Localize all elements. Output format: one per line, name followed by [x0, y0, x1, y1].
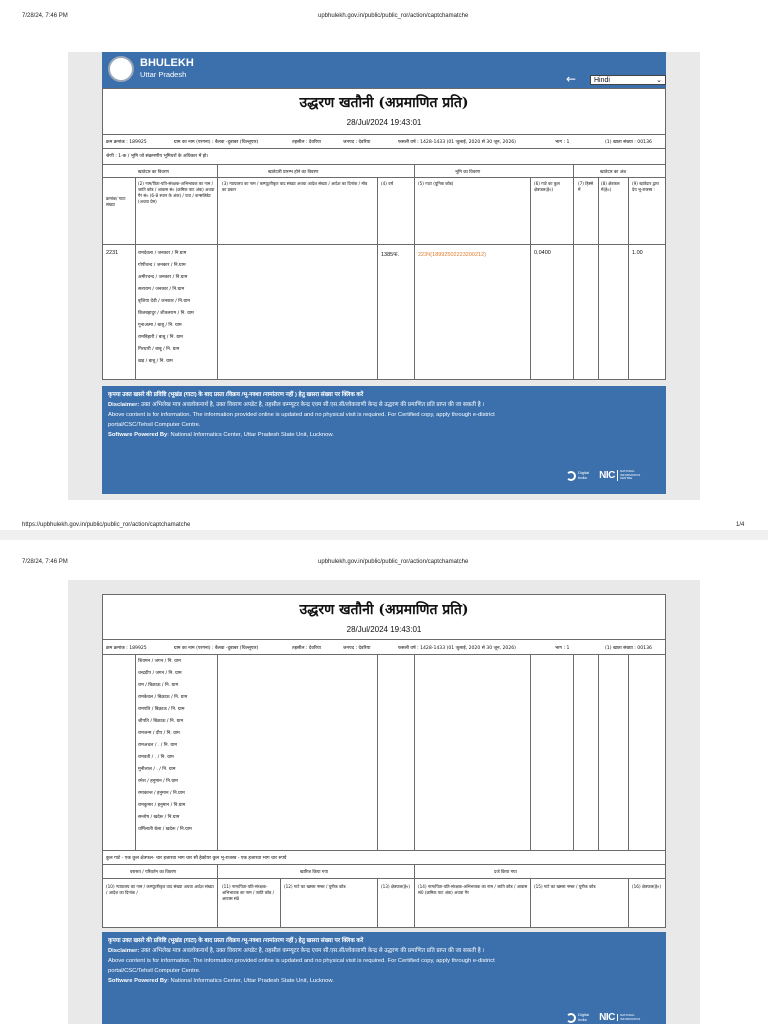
info-khata: (1) खाता संख्या : 00136	[605, 140, 652, 145]
digital-india-text: India	[578, 1016, 587, 1022]
totals-summary: कुल गाटे - एक कुल क्षेत्रफल- चार हजारवा भाग चार सौ हेक्टेयर कुल भू-राजस्व - एक हजारवा भाग चार रुपये	[106, 856, 287, 861]
powered-text: : National Informatics Center, Uttar Pradesh State Unit, Lucknow.	[167, 978, 334, 984]
nic-sub-text: INFORMATICS	[619, 1016, 641, 1021]
col-header: (5) गाटा (यूनिक कोड)	[418, 181, 454, 186]
document-datetime: 28/Jul/2024 19:43:01	[346, 625, 422, 634]
print-timestamp: 7/28/24, 7:46 PM	[22, 13, 68, 19]
col-header: (11) नाम/पिता-पति-संरक्षक-अभिभावक का नाम / जाति कोड / आवास सं0	[222, 884, 275, 901]
print-timestamp: 7/28/24, 7:46 PM	[22, 559, 68, 565]
disclaimer-english: Above content is for information. The information provided online is updated and no physical visit is required. For Certified copy, apply through e-district	[108, 412, 495, 418]
digital-india-icon	[566, 1013, 576, 1023]
nic-sub-text: NATIONAL	[619, 1013, 635, 1017]
col-header: (3) न्यायालय का नाम / कम्प्यूटरीकृत वाद संख्या अथवा आदेश संख्या / आदेश का दिनांक / मोड का प्रकार	[222, 181, 368, 192]
info-gram: ग्राम का नाम (परगना) : बैलवा -दुबाबर (चिल्लूपार)	[174, 646, 259, 651]
disclaimer-label: Disclaimer:	[108, 402, 140, 408]
info-tehsil: तहसील : देवरिया	[292, 140, 321, 145]
disclaimer-panel	[102, 932, 666, 1024]
digital-india-text: Digital	[578, 1012, 590, 1017]
col-header: (2) नाम/पिता-पति-संरक्षक-अभिभावक का नाम / जाति कोड / आवास सं० (क्रमिक पाट अंक) अथवा गैर सं० (6-8 स्थान के अंक) / पता / कन्सलिडेट (अथवा प्रेम)	[138, 181, 215, 204]
owner-entry: मुनीलाल / . / नि. ग्राम	[138, 767, 176, 772]
col-header: (4) वर्ष	[381, 181, 394, 186]
divider	[102, 639, 666, 640]
owner-entry: शिवमन / जगन / नि. ग्राम	[138, 659, 181, 664]
footer-logos	[566, 1012, 640, 1023]
divider	[530, 878, 531, 928]
owner-entry: रामपति / बिक्राऊ / नि. ग्राम	[138, 707, 185, 712]
divider	[217, 654, 218, 850]
owner-entry: रमाकान्त / हनुमान / नि.ग्राम	[138, 791, 185, 796]
divider	[414, 654, 415, 850]
khatauni-frame	[102, 88, 666, 380]
info-khata: (1) खाता संख्या : 00136	[605, 646, 652, 651]
owner-entry: रामकेवल / बिक्राऊ / नि. ग्राम	[138, 695, 188, 700]
divider	[598, 654, 599, 850]
brand-name: BHULEKH	[140, 57, 194, 69]
owner-entry: श्रीपति / बिक्राऊ / नि. ग्राम	[138, 719, 184, 724]
info-tehsil: तहसील : देवरिया	[292, 646, 321, 651]
divider	[628, 654, 629, 850]
divider	[102, 244, 666, 245]
col-header: (12) गाटे का खसरा नम्बर / यूनीक कोड	[284, 884, 346, 889]
owner-entry: धर्मिलाती बेला / खदेरू / नि.ग्राम	[138, 827, 192, 832]
divider	[628, 177, 629, 380]
divider	[102, 134, 666, 135]
divider	[530, 177, 531, 380]
powered-text: : National Informatics Center, Uttar Pradesh State Unit, Lucknow.	[167, 432, 334, 438]
owner-entry: रमेश / हनुमान / नि.ग्राम	[138, 779, 178, 784]
back-arrow-icon[interactable]: ←	[566, 72, 577, 86]
divider	[217, 164, 218, 380]
owner-entry: अमीरचन्द / जनकार / नि.ग्राम	[138, 275, 188, 280]
language-select-value: Hindi	[594, 76, 610, 84]
divider	[377, 654, 378, 850]
powered-label: Software Powered By	[108, 978, 168, 984]
chevron-down-icon: ⌄	[656, 77, 662, 84]
info-shreni: श्रेणी : 1-क / भूमि जो संक्रमणीय भूमिधरों के अधिकार में हो।	[106, 154, 209, 159]
owner-entry: रामकुमार / हनुमान / नि.ग्राम	[138, 803, 186, 808]
col-header: क्रमांक/ गाटा संख्या	[106, 196, 126, 207]
col-header: (15) गाटे का खसरा नम्बर / यूनीक कोड	[534, 884, 596, 889]
print-page-number: 1/4	[736, 522, 745, 528]
info-fasli: फसली वर्ष : 1428-1433 (01 जुलाई, 2020 से 30 जून, 2026)	[398, 140, 516, 145]
divider	[102, 164, 666, 165]
owner-entry: राम / बिक्राऊ / नि. ग्राम	[138, 683, 179, 688]
col-header: (6) गाटे का कुल क्षेत्रफल(हे०)	[534, 181, 560, 192]
owner-entry: सन्तोष / खदेरू / नि.ग्राम	[138, 815, 180, 820]
group-header: खातेदार का अंश	[600, 170, 627, 175]
divider	[573, 164, 574, 380]
document-datetime: 28/Jul/2024 19:43:01	[346, 118, 422, 127]
owner-entry: खड़ / बाबू / नि. ग्राम	[138, 359, 173, 364]
owner-entry: बिजबहादुर / शीतलराम / नि. ग्राम	[138, 311, 194, 316]
disclaimer-click-note[interactable]: कृपया उक्त खसरे की प्रविष्टि (भूखंड (गाटा) के बाद प्रस्ता /विक्रय /भू-नक्शा /नामांतरण नहीं ) हेतु खसरा संख्या पर क्लिक करें	[108, 392, 364, 398]
owner-entry: बृजिया देवी / जनकार / नि.ग्राम	[138, 299, 190, 304]
emblem-icon	[108, 56, 134, 82]
divider	[598, 177, 599, 380]
group-header: खातेदार का विवरण	[138, 170, 169, 175]
group-header: खारिज किया गया	[300, 870, 329, 875]
row-share: 1.00	[632, 250, 643, 256]
disclaimer-label: Disclaimer:	[108, 948, 140, 954]
group-header: खातेदारी प्रारम्भ होने का विवरण	[268, 170, 319, 175]
digital-india-text: Digital	[578, 470, 590, 475]
owner-entry: गिरधारी / बाबू / नि. ग्राम	[138, 347, 180, 352]
digital-india-icon	[566, 471, 576, 481]
owner-entry: रामदेवला / जनकार / नि.ग्राम	[138, 251, 187, 256]
nic-logo: NIC	[599, 470, 615, 481]
divider	[217, 864, 218, 928]
disclaimer-hindi: उक्त अभिलेख मात्र अवलोकनार्थ है, उक्त विवरण अपडेट है, तहसील कम्प्यूटर केन्द्र एवम सी.एस.सी/लोकवाणी केन्द्र से उद्धरण की प्रमाणित प्रति प्राप्त की जा सकती है ।	[139, 948, 485, 954]
info-janpad: जनपद : देवरिया	[343, 140, 371, 145]
khasra-link[interactable]: 223प(18992502223200212)	[418, 252, 486, 258]
owner-entry: रामअचल / . / नि. ग्राम	[138, 743, 177, 748]
info-janpad: जनपद : देवरिया	[343, 646, 371, 651]
divider	[414, 164, 415, 380]
divider	[628, 878, 629, 928]
info-gram: ग्राम का नाम (परगना) : बैलवा -दुबाबर (चिल्लूपार)	[174, 140, 259, 145]
group-header: दर्ज किया गया	[494, 870, 517, 875]
divider	[377, 878, 378, 928]
divider	[530, 654, 531, 850]
print-url-title: upbhulekh.gov.in/public/public_ror/action/captchamatche	[318, 559, 469, 565]
nic-logo: NIC	[599, 1012, 615, 1023]
col-header: (10) न्यायालय का नाम / कम्प्यूटरीकृत वाद संख्या अथवा आदेश संख्या / आदेश का दिनांक /	[106, 884, 214, 895]
owner-entry: चन्द्रदीप / जगन / नि. ग्राम	[138, 671, 182, 676]
divider	[573, 654, 574, 850]
document-title: उद्धरण खतौनी (अप्रमाणित प्रति)	[299, 602, 469, 618]
footer-logos	[566, 470, 640, 481]
row-area: 0.0400	[534, 250, 551, 256]
divider	[102, 850, 666, 851]
col-header: (16) क्षेत्रफल(हे०)	[632, 884, 661, 889]
divider	[102, 148, 666, 149]
print-url-title: upbhulekh.gov.in/public/public_ror/action/captchamatche	[318, 13, 469, 19]
print-footer-url: https://upbhulekh.gov.in/public/public_ror/action/captchamatche	[22, 522, 191, 528]
info-bhag: भाग : 1	[555, 140, 570, 145]
info-kram: क्रम क्रमांक : 189925	[106, 140, 147, 145]
col-header: (13) क्षेत्रफल(हे०)	[381, 884, 410, 889]
owner-entry: गुनाअत्मा / बाबू / नि. ग्राम	[138, 323, 182, 328]
group-header: वरासत / परिवर्तन का विवरण	[130, 870, 177, 875]
brand-state: Uttar Pradesh	[140, 70, 187, 79]
divider	[377, 177, 378, 380]
divider	[135, 177, 136, 380]
col-header: (8) क्षेत्रफल में(हे०)	[601, 181, 620, 192]
owner-entry: रामबिहारी / बाबू / नि. ग्राम	[138, 335, 183, 340]
divider	[280, 878, 281, 928]
owner-entry: रामवती / . / नि. ग्राम	[138, 755, 174, 760]
powered-label: Software Powered By	[108, 432, 168, 438]
row-year: 1385फ.	[381, 252, 400, 258]
group-header: भूमि का विवरण	[455, 170, 481, 175]
nic-sub-text: CENTRE	[619, 476, 633, 481]
disclaimer-english-cont: portal/CSC/Tehsil Computer Centre.	[108, 422, 201, 428]
disclaimer-english: Above content is for information. The information provided online is updated and no physical visit is required. For Certified copy, apply through e-district	[108, 958, 495, 964]
col-header: (7) हिस्से में	[578, 181, 594, 192]
digital-india-text: India	[578, 474, 587, 480]
row-serial: 2231	[106, 250, 119, 256]
col-header: (9) खातेदार द्वारा देय भू-राजस्व :	[632, 181, 659, 192]
nic-sub-text: NATIONAL	[619, 469, 635, 474]
divider	[102, 654, 666, 655]
disclaimer-hindi: उक्त अभिलेख मात्र अवलोकनार्थ है, उक्त विवरण अपडेट है, तहसील कम्प्यूटर केन्द्र एवम सी.एस.सी/लोकवाणी केन्द्र से उद्धरण की प्रमाणित प्रति प्राप्त की जा सकती है ।	[139, 402, 485, 408]
disclaimer-click-note[interactable]: कृपया उक्त खसरे की प्रविष्टि (भूखंड (गाटा) के बाद प्रस्ता /विक्रय /भू-नक्शा /नामांतरण नहीं ) हेतु खसरा संख्या पर क्लिक करें	[108, 938, 364, 944]
divider	[102, 878, 666, 879]
language-select[interactable]	[590, 75, 666, 85]
info-bhag: भाग : 1	[555, 646, 570, 651]
document-title: उद्धरण खतौनी (अप्रमाणित प्रति)	[299, 95, 469, 111]
owner-entry: सत्यराम / जनकार / नि.ग्राम	[138, 287, 185, 292]
owner-entry: रामजन्म / दीप / नि. ग्राम	[138, 731, 180, 736]
info-kram: क्रम क्रमांक : 189925	[106, 646, 147, 651]
owner-entry: गोपीचन्द / जनकार / नि.ग्राम	[138, 263, 186, 268]
col-header: (14) नाम/पिता-पति-संरक्षक-अभिभावक का नाम / जाति कोड / आवास सं0 (क्रमिक पाट अंक) अथवा गैर	[418, 884, 528, 895]
divider	[414, 864, 415, 928]
info-fasli: फसली वर्ष : 1428-1433 (01 जुलाई, 2020 से 30 जून, 2026)	[398, 646, 516, 651]
divider	[102, 864, 666, 865]
divider	[135, 654, 136, 850]
divider	[102, 177, 666, 178]
disclaimer-english-cont: portal/CSC/Tehsil Computer Centre.	[108, 968, 201, 974]
nic-sub-text: INFORMATICS	[619, 472, 641, 477]
